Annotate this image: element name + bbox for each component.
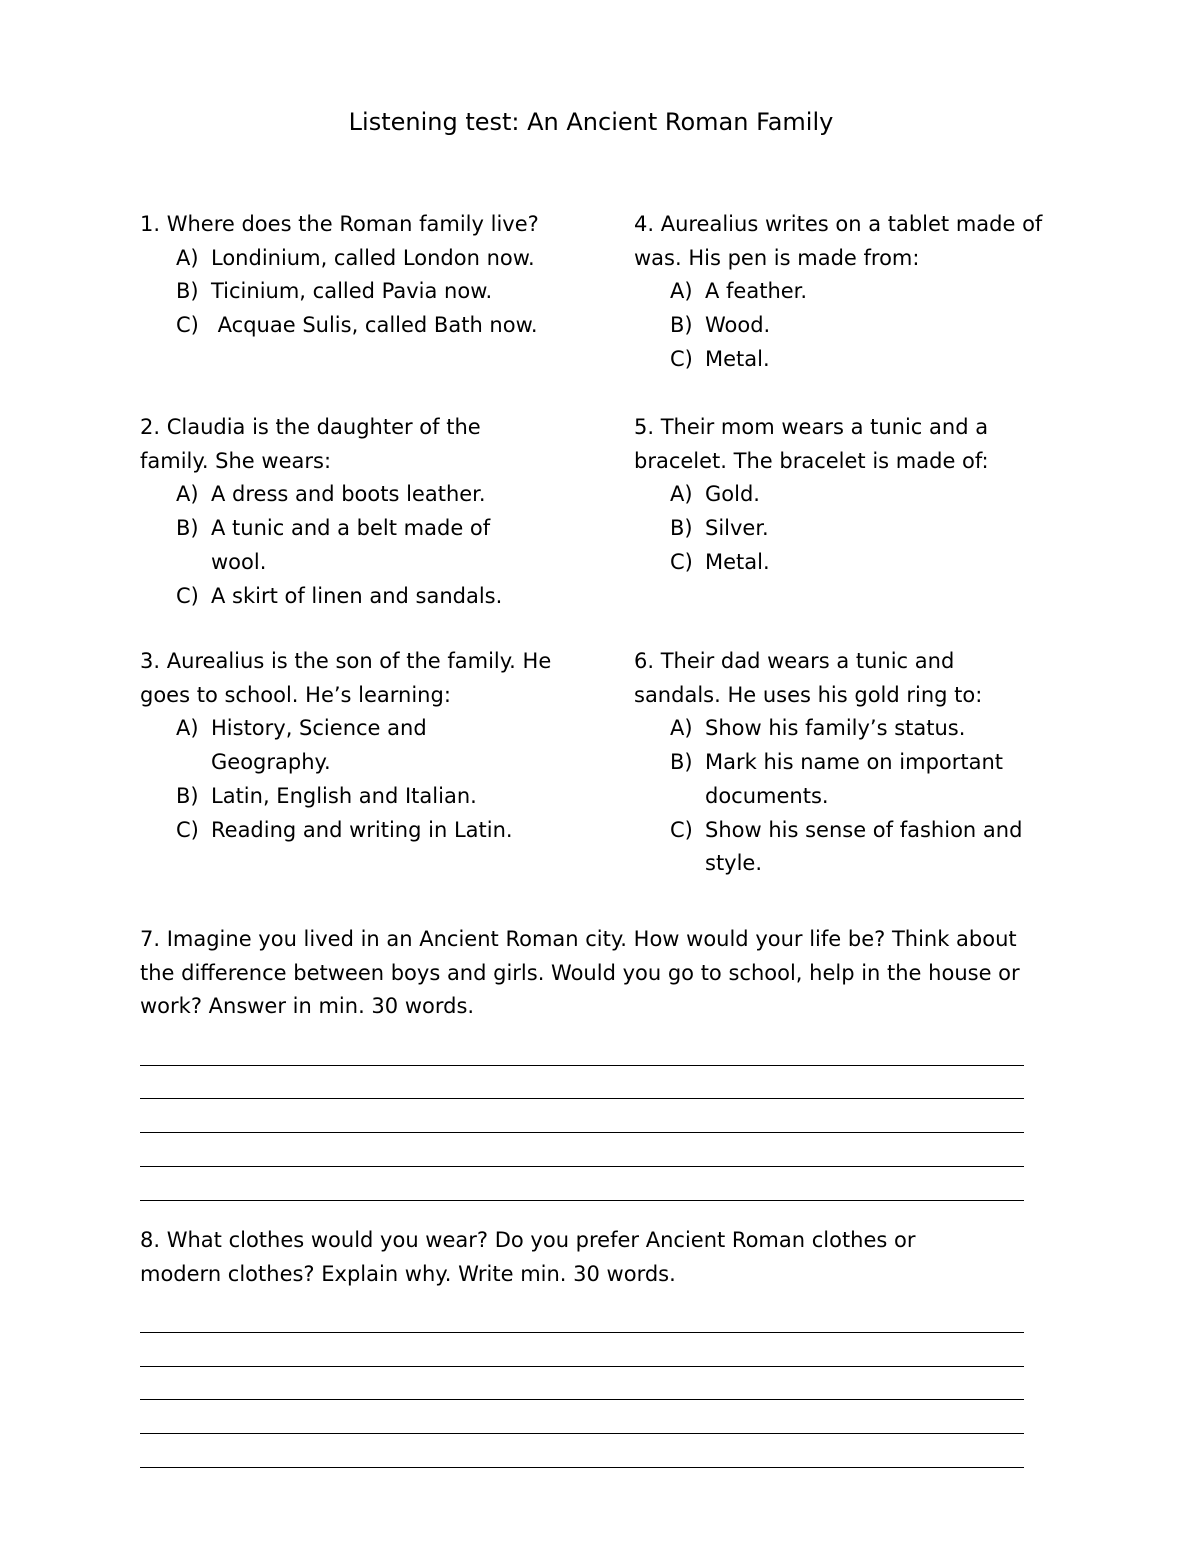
option-c — [140, 580, 520, 614]
option-list — [634, 478, 1074, 579]
option-text: Latin, English and Italian. — [211, 783, 477, 808]
answer-line[interactable] — [140, 1333, 1024, 1367]
option-text: Mark his name on important documents. — [705, 750, 1004, 808]
answer-line[interactable] — [140, 1032, 1024, 1066]
option-letter: C) — [670, 346, 693, 371]
option-letter: A) — [176, 245, 199, 270]
option-text: Metal. — [705, 346, 770, 371]
option-letter: A) — [670, 279, 693, 304]
option-c — [634, 814, 1074, 881]
option-letter: B) — [670, 313, 693, 338]
option-list — [140, 712, 560, 847]
option-list — [140, 478, 520, 613]
option-letter: B) — [176, 279, 199, 304]
option-list — [140, 242, 590, 343]
option-text: Metal. — [705, 549, 770, 574]
option-letter: B) — [176, 783, 199, 808]
question-8 — [140, 1224, 1026, 1468]
option-a — [634, 712, 1074, 746]
question-text: 5. Their mom wears a tunic and a bracelet. The bracelet is made of: — [634, 415, 989, 473]
option-text: A tunic and a belt made of wool. — [211, 516, 491, 574]
answer-line[interactable] — [140, 1400, 1024, 1434]
answer-line[interactable] — [140, 1066, 1024, 1100]
option-b — [634, 309, 1074, 343]
option-letter: C) — [670, 549, 693, 574]
option-text: Acquae Sulis, called Bath now. — [211, 313, 538, 338]
option-letter: C) — [176, 817, 199, 842]
option-text: Show his family’s status. — [705, 716, 966, 741]
answer-lines — [140, 1299, 1026, 1467]
question-5 — [634, 411, 1074, 580]
option-text: Reading and writing in Latin. — [211, 817, 513, 842]
option-c — [634, 546, 1074, 580]
option-text: Silver. — [705, 516, 769, 541]
option-text: A skirt of linen and sandals. — [211, 583, 503, 608]
option-text: Wood. — [705, 313, 771, 338]
option-letter: B) — [176, 516, 199, 541]
option-list — [634, 712, 1074, 881]
option-b — [634, 512, 1074, 546]
option-text: History, Science and Geography. — [211, 716, 427, 775]
option-a — [140, 478, 520, 512]
option-text: Londinium, called London now. — [211, 245, 535, 270]
question-text: 8. What clothes would you wear? Do you prefer Ancient Roman clothes or modern clothes? Explain why. Write min. 30 words. — [140, 1228, 916, 1286]
option-letter: A) — [670, 716, 693, 741]
option-letter: C) — [176, 313, 199, 338]
option-text: Gold. — [705, 482, 760, 507]
option-c — [634, 343, 1074, 377]
question-3 — [140, 645, 560, 847]
option-letter: A) — [176, 716, 199, 741]
option-letter: B) — [670, 750, 693, 775]
option-letter: C) — [176, 583, 199, 608]
option-letter: A) — [176, 482, 199, 507]
option-b — [140, 512, 520, 579]
question-1 — [140, 208, 590, 343]
question-text: 2. Claudia is the daughter of the family. She wears: — [140, 415, 481, 473]
page-title: Listening test: An Ancient Roman Family — [348, 108, 834, 136]
option-list — [634, 275, 1074, 376]
option-letter: A) — [670, 482, 693, 507]
question-4 — [634, 208, 1074, 377]
option-c — [140, 309, 590, 343]
option-letter: C) — [670, 817, 693, 842]
question-text: 4. Aurealius writes on a tablet made of was. His pen is made from: — [634, 212, 1043, 270]
answer-line[interactable] — [140, 1434, 1024, 1468]
answer-lines — [140, 1032, 1026, 1200]
option-c — [140, 814, 560, 848]
question-text: 1. Where does the Roman family live? — [140, 212, 539, 236]
answer-line[interactable] — [140, 1167, 1024, 1201]
question-2 — [140, 411, 520, 613]
option-text: Show his sense of fashion and style. — [705, 817, 1023, 876]
option-text: Ticinium, called Pavia now. — [211, 279, 493, 304]
option-a — [140, 242, 590, 276]
answer-line[interactable] — [140, 1099, 1024, 1133]
answer-line[interactable] — [140, 1367, 1024, 1401]
question-text: 6. Their dad wears a tunic and sandals. He uses his gold ring to: — [634, 649, 983, 707]
question-text: 3. Aurealius is the son of the family. He goes to school. He’s learning: — [140, 649, 552, 707]
question-7 — [140, 923, 1026, 1201]
option-a — [634, 478, 1074, 512]
answer-line[interactable] — [140, 1133, 1024, 1167]
option-a — [634, 275, 1074, 309]
question-text: 7. Imagine you lived in an Ancient Roman city. How would your life be? Think about the difference between boys and girls. Would you go to school, help in the house or work? Answer in min. 30 words. — [140, 927, 1020, 1019]
option-b — [140, 780, 560, 814]
option-text: A feather. — [705, 279, 808, 304]
answer-line[interactable] — [140, 1299, 1024, 1333]
option-a — [140, 712, 560, 779]
option-letter: B) — [670, 516, 693, 541]
option-b — [140, 275, 590, 309]
question-6 — [634, 645, 1074, 881]
option-b — [634, 746, 1074, 813]
option-text: A dress and boots leather. — [211, 482, 486, 507]
